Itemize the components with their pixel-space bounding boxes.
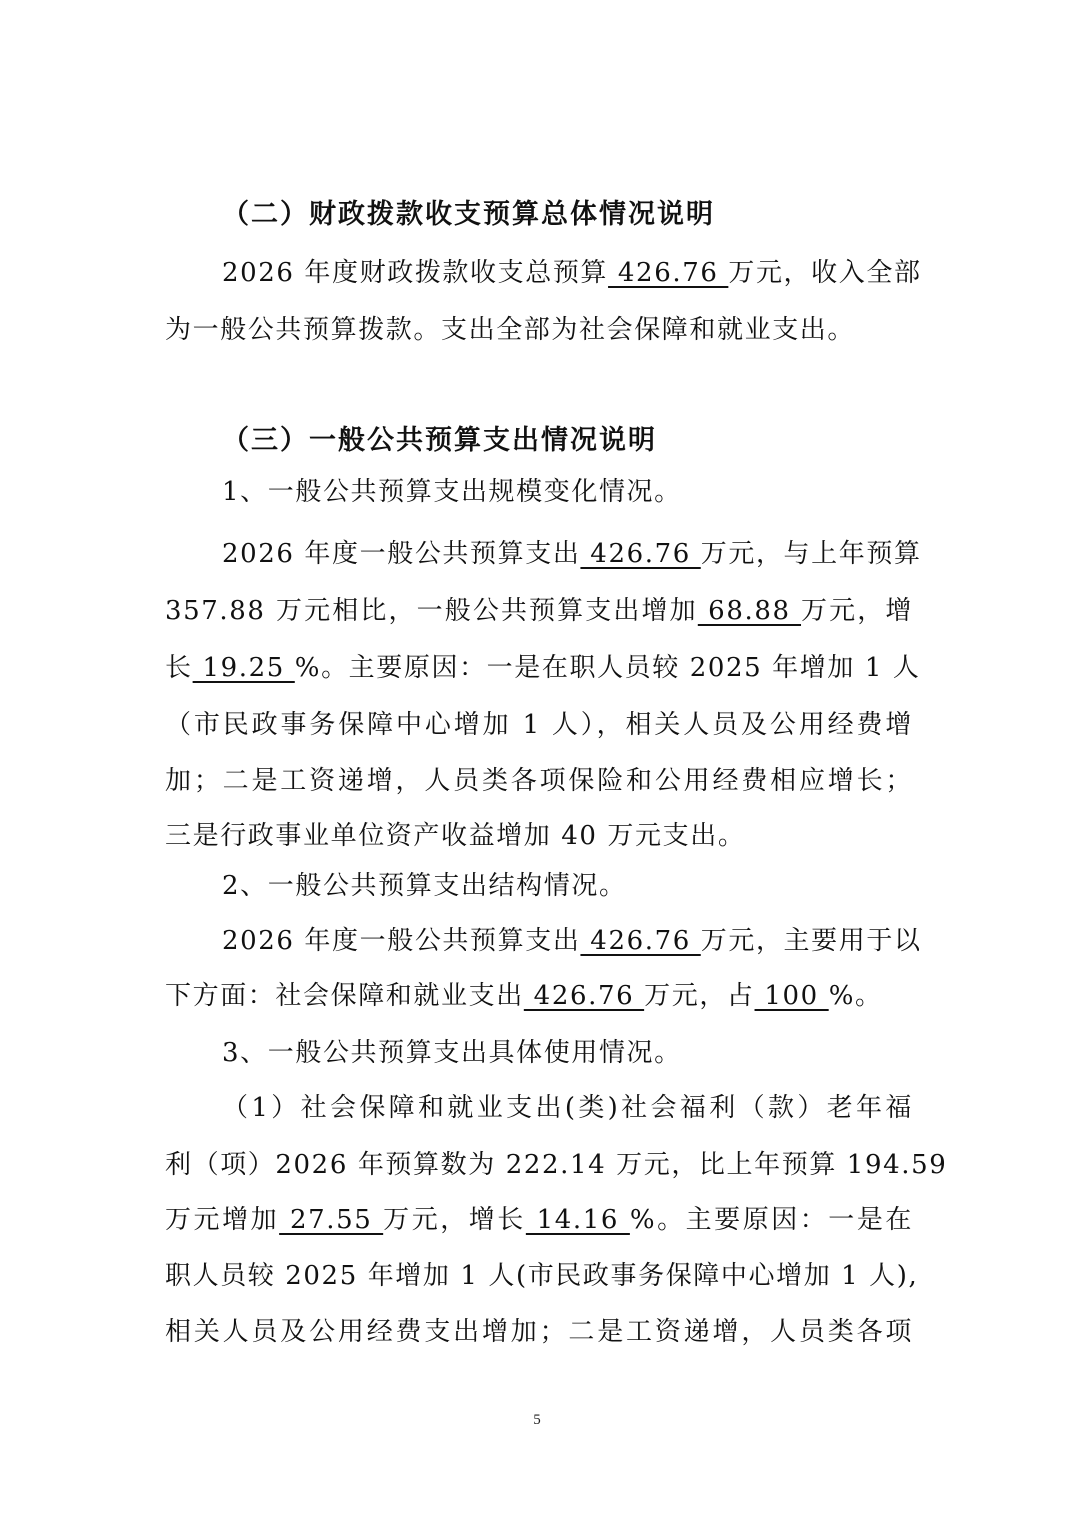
underlined-value: 68.88 [697,596,802,626]
underlined-value: 426.76 [580,539,701,569]
page-number: 5 [533,1412,541,1428]
text-run: 万元，增长 [383,1205,526,1235]
underlined-value: 27.55 [279,1205,384,1235]
paragraph-line [222,921,922,961]
text-run: 下方面：社会保障和就业支出 [165,981,524,1011]
paragraph-line [165,591,913,631]
text-run: 万元，增 [801,596,913,626]
text-run: 万元，占 [644,981,755,1011]
text-run: 万元增加 [165,1205,280,1235]
text-run: 万元，收入全部 [728,258,922,288]
subsection-title-2: 2、一般公共预算支出结构情况。 [222,871,627,901]
paragraph-line [222,534,922,574]
underlined-value: 14.16 [525,1205,630,1235]
paragraph-line: 加；二是工资递增，人员类各项保险和公用经费相应增长； [165,766,913,796]
paragraph-line: （市民政事务保障中心增加 1 人），相关人员及公用经费增 [165,710,913,740]
text-run: 万元，主要用于以 [700,926,922,956]
paragraph-line [222,253,922,293]
subsection-title-1: 1、一般公共预算支出规模变化情况。 [222,477,682,507]
paragraph-line [165,648,921,688]
text-run: 357.88 万元相比，一般公共预算支出增加 [165,596,698,626]
underlined-value: 426.76 [580,926,701,956]
text-run: %。主要原因：一是在 [629,1205,913,1235]
underlined-value: 426.76 [608,258,729,288]
section-heading-3: （三）一般公共预算支出情况说明 [222,425,657,456]
text-run: 2026 年度一般公共预算支出 [222,926,581,956]
text-run: %。主要原因：一是在职人员较 2025 年增加 1 人 [294,653,921,683]
section-heading-2: （二）财政拨款收支预算总体情况说明 [222,199,715,230]
underlined-value: 100 [754,981,829,1011]
paragraph-line [165,1200,913,1240]
paragraph-line: 职人员较 2025 年增加 1 人(市民政事务保障中心增加 1 人), [165,1261,919,1291]
text-run: %。 [828,981,883,1011]
underlined-value: 426.76 [523,981,645,1011]
subsection-title-3: 3、一般公共预算支出具体使用情况。 [222,1038,682,1068]
text-run: 长 [165,653,193,683]
underlined-value: 19.25 [192,653,295,683]
paragraph-line: 三是行政事业单位资产收益增加 40 万元支出。 [165,821,746,851]
text-run: 2026 年度一般公共预算支出 [222,539,581,569]
text-run: 万元，与上年预算 [700,539,922,569]
paragraph-line: 相关人员及公用经费支出增加；二是工资递增，人员类各项 [165,1317,913,1347]
text-run: 2026 年度财政拨款收支总预算 [222,258,609,288]
paragraph-line: 为一般公共预算拨款。支出全部为社会保障和就业支出。 [165,315,856,345]
paragraph-line [165,976,913,1016]
paragraph-line: （1）社会保障和就业支出(类)社会福利（款）老年福 [222,1093,913,1123]
paragraph-line: 利（项）2026 年预算数为 222.14 万元，比上年预算 194.59 [165,1150,948,1180]
